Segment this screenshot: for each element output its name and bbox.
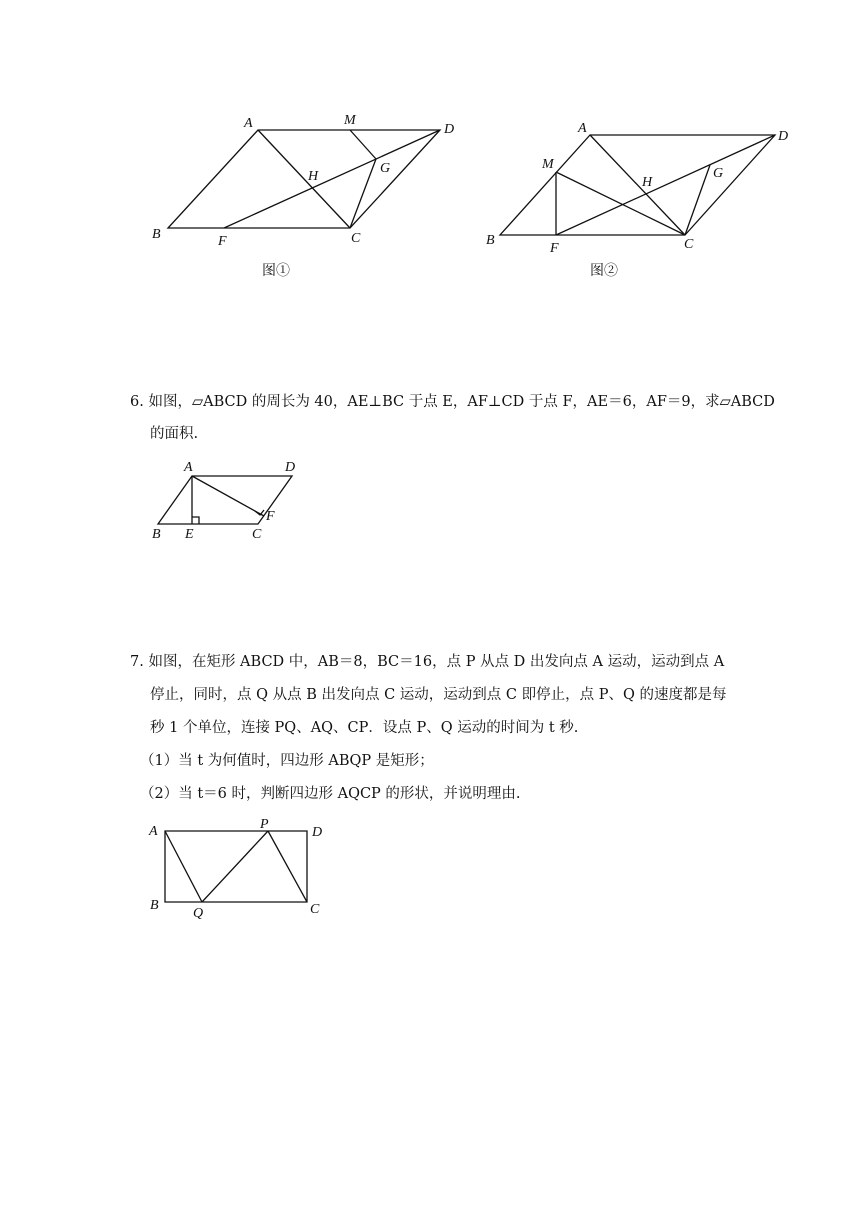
label-p-q7: P (260, 817, 269, 832)
q7-sub-2: （2）当 t＝6 时，判断四边形 AQCP 的形状，并说明理由. (140, 786, 521, 802)
label-q-q7: Q (193, 906, 204, 921)
label-d-q6: D (285, 460, 296, 475)
label-a-q6: A (184, 460, 193, 475)
label-c-q6: C (252, 527, 262, 542)
label-d-2: D (778, 129, 789, 144)
q7-line-3: 秒 1 个单位，连接 PQ、AQ、CP．设点 P、Q 运动的时间为 t 秒. (150, 720, 579, 736)
label-a-q7: A (149, 824, 158, 839)
q7-line-2: 停止，同时，点 Q 从点 B 出发向点 C 运动，运动到点 C 即停止，点 P、Q 的速度都是每 (150, 687, 727, 703)
label-m: M (344, 113, 356, 128)
label-c-2: C (684, 237, 694, 252)
label-e-q6: E (185, 527, 194, 542)
label-g: G (380, 161, 391, 176)
label-c: C (351, 231, 361, 246)
segment-pq (202, 831, 268, 902)
figure-2-caption: 图② (590, 263, 618, 279)
label-a-2: A (578, 121, 587, 136)
label-h-2: H (642, 175, 653, 190)
segment-aq (165, 831, 202, 902)
label-f-q6: F (266, 509, 275, 524)
figure-1-caption: 图① (262, 263, 290, 279)
q6-line-2: 的面积. (150, 426, 199, 442)
label-m-2: M (542, 157, 554, 172)
label-f-2: F (550, 241, 559, 256)
rectangle-abcd (165, 831, 307, 902)
label-b: B (152, 227, 161, 242)
q6-line-1: 6. 如图，▱ABCD 的周长为 40，AE⊥BC 于点 E，AF⊥CD 于点 F，AE＝6，AF＝9，求▱ABCD (130, 394, 775, 410)
label-f: F (218, 234, 227, 249)
label-b-2: B (486, 233, 495, 248)
label-c-q7: C (310, 902, 320, 917)
q7-sub-1: （1）当 t 为何值时，四边形 ABQP 是矩形； (140, 753, 434, 769)
label-g-2: G (713, 166, 724, 181)
q7-line-1: 7. 如图，在矩形 ABCD 中，AB＝8，BC＝16，点 P 从点 D 出发向点 A 运动，运动到点 A (130, 654, 725, 670)
label-d-q7: D (312, 825, 323, 840)
label-d: D (444, 122, 455, 137)
label-b-q7: B (150, 898, 159, 913)
label-a: A (244, 116, 253, 131)
label-b-q6: B (152, 527, 161, 542)
segment-pc (268, 831, 307, 902)
label-h: H (308, 169, 319, 184)
